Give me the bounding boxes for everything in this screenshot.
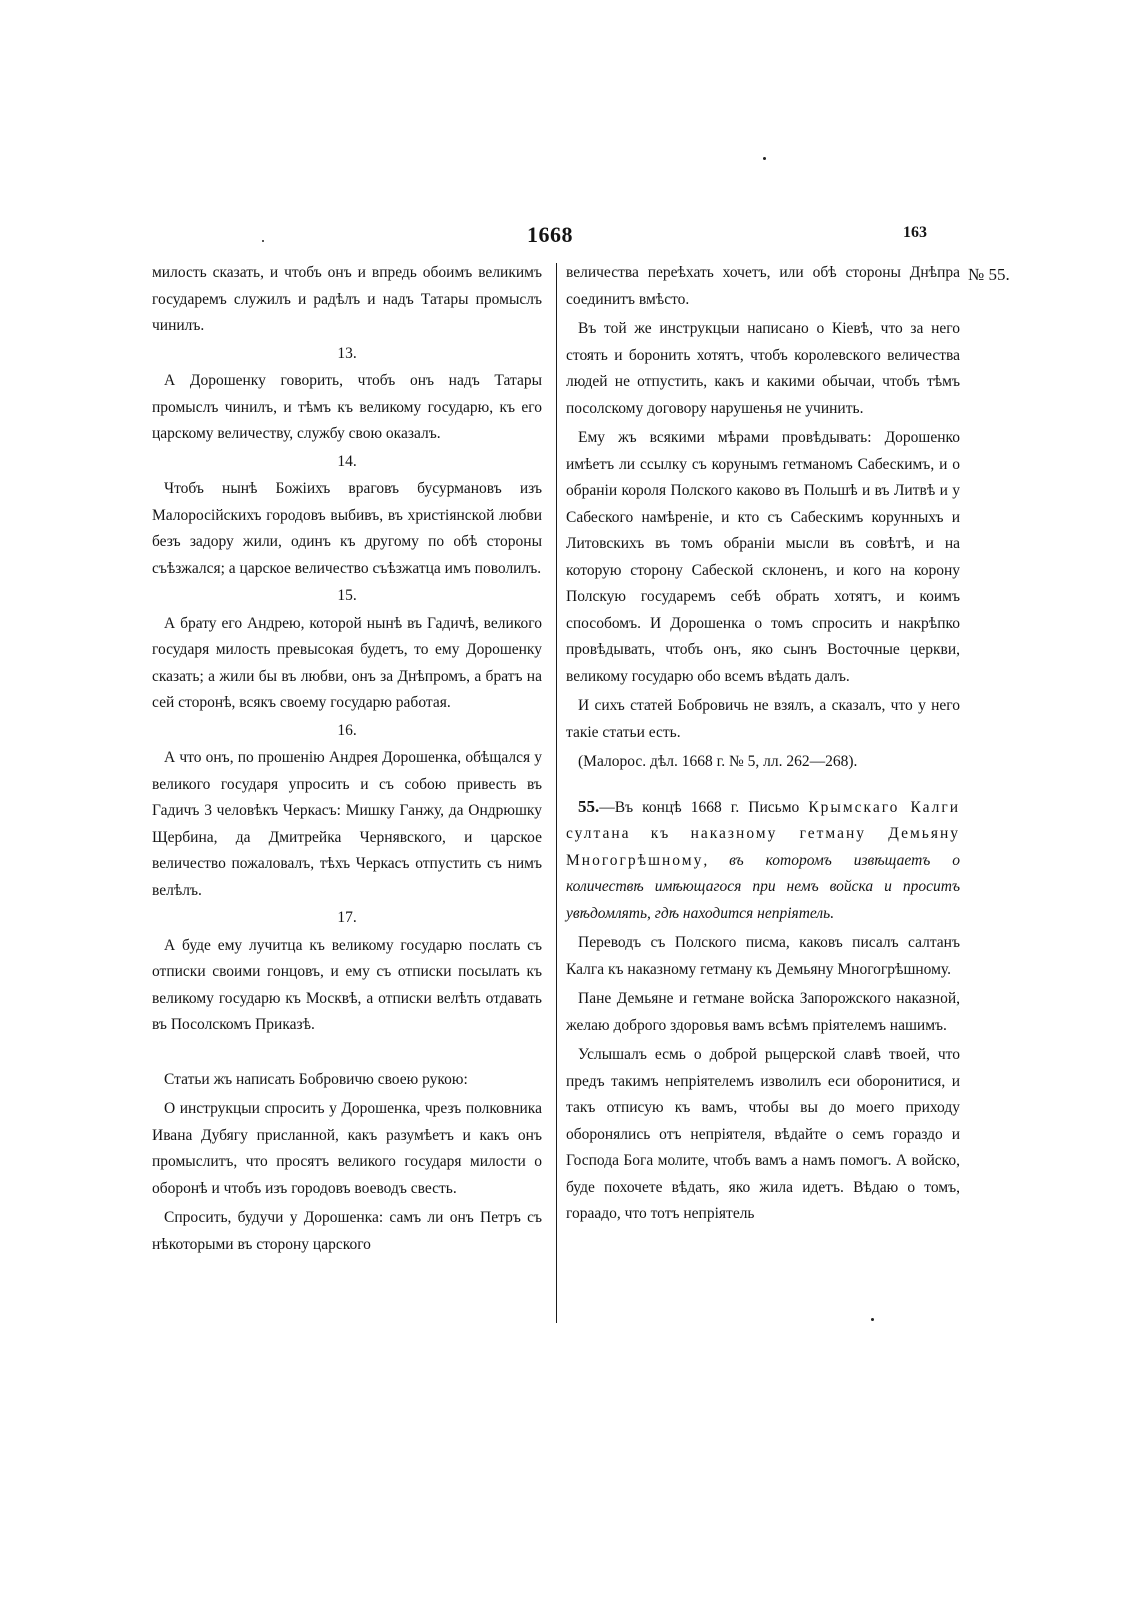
column-divider [556, 263, 557, 1323]
document-preposition: къ [650, 825, 671, 842]
spacer [152, 1039, 542, 1067]
document-number: 55. [578, 796, 600, 816]
letter-greeting: Пане Демьяне и гетмане войска Запорожского наказной, желаю доброго здоровья вамъ всѣмъ пріятелемъ нашимъ. [566, 990, 960, 1034]
document-recipient: наказному гетману Демьяну Многогрѣшному [566, 825, 961, 869]
right-column [566, 260, 960, 1228]
margin-document-number: № 55. [968, 265, 1010, 284]
article-13-text: А Дорошенку говорить, чтобъ онъ надъ Татары промыслъ чинилъ, и тѣмъ къ великому государю, къ его царскому величеству, службу свою оказалъ. [152, 372, 542, 442]
print-speck [871, 1318, 874, 1321]
paragraph-continuation-right: величества переѣхать хочетъ, или обѣ стороны Днѣпра соединитъ вмѣсто. [566, 264, 960, 308]
article-14-text: Чтобъ нынѣ Божіихъ враговъ бусурмановъ изъ Малоросійскихъ городовъ выбивъ, въ христіянской любви безъ задору жили, одинъ къ другому по обѣ стороны съѣзжался; а царское величество съѣзжатца имъ поволилъ. [152, 480, 542, 577]
letter-body: Услышалъ есмь о доброй рыцерской славѣ твоей, что предъ такимъ непріятелемъ изволилъ еси оборонитися, и такъ отписую къ вамъ, чтобы вы до моего приходу оборонялись отъ непріятеля, вѣдайте о семъ гораздо и Господа Бога молите, чтобъ вамъ а намъ помогъ. А войско, буде похочете вѣдать, яко жила идетъ. Вѣдаю о томъ, гораадо, что тотъ непріятель [566, 1046, 960, 1222]
article-15-text: А брату его Андрею, которой нынѣ въ Гадичѣ, великого государя милость превысокая будетъ, то ему Дорошенку сказать; а жили бы въ любви, онъ за Днѣпромъ, а братъ на сей сторонѣ, всякъ своему государю работая. [152, 614, 542, 711]
article-number-13: 13. [337, 344, 357, 362]
instruction-paragraph: О инструкцыи спросить у Дорошенка, чрезъ полковника Ивана Дубягу присланной, какъ разумѣетъ и какъ онъ промыслитъ, что просятъ великого государя милости о оборонѣ и чтобъ изъ городовъ воеводъ свесть. [152, 1100, 542, 1197]
article-number-16: 16. [337, 721, 357, 739]
kiev-paragraph: Въ той же инструкцыи написано о Кіевѣ, что за него стоять и боронить хотятъ, чтобъ королевского величества людей не отпустить, какъ и какими обычаи, чтобъ тѣмъ посолскому договору нарушенья не учинить. [566, 320, 960, 417]
article-16-text: А что онъ, по прошенію Андрея Дорошенка, обѣщался у великого государя упросить и съ собою привесть въ Гадичъ 3 человѣкъ Черкасъ: Мишку Ганжу, да Ондрюшку Щербина, да Дмитрейка Чернявского, и царское величество пожаловалъ, тѣхъ Черкасъ отпустить съ нимъ велѣлъ. [152, 749, 542, 899]
document-summary: , въ которомъ извѣщаетъ о количествѣ имѣющагося при немъ войска и проситъ увѣдомлять, гдѣ находится непріятель. [566, 851, 960, 922]
archival-source-citation: (Малорос. дѣл. 1668 г. № 5, лл. 262—268). [578, 753, 858, 770]
question-paragraph: Спросить, будучи у Дорошенка: самъ ли онъ Петръ съ нѣкоторыми въ сторону царского [152, 1209, 542, 1253]
running-head-year: 1668 [527, 222, 573, 247]
print-speck [262, 240, 264, 242]
paragraph-continuation: милость сказать, и чтобъ онъ и впредь обоимъ великимъ государемъ служилъ и радѣлъ и надъ Татары промыслъ чинилъ. [152, 264, 542, 334]
article-number-15: 15. [337, 587, 357, 604]
page-number: 163 [903, 224, 927, 241]
spacer [566, 776, 960, 794]
document-55-heading [566, 794, 960, 928]
print-speck [763, 157, 766, 160]
bobrovich-paragraph: И сихъ статей Бобровичь не взялъ, а сказалъ, что у него такіе статьи есть. [566, 697, 960, 741]
article-number-14: 14. [337, 452, 357, 470]
document-author: Крымскаго Калги султана [566, 798, 960, 842]
article-17-text: А буде ему лучитца къ великому государю послать съ отписки своими гонцовъ, и ему съ отписки посылать къ великому государю къ Москвѣ, а отписки велѣть отдавать въ Посолскомъ Приказѣ. [152, 936, 542, 1033]
document-date-lead: —Въ концѣ 1668 г. Письмо [599, 798, 800, 816]
left-column [152, 260, 542, 1258]
translation-note: Переводъ съ Полского писма, каковъ писалъ салтанъ Калга къ наказному гетману къ Демьяну Многогрѣшному. [566, 934, 960, 978]
inquiry-paragraph: Ему жъ всякими мѣрами провѣдывать: Дорошенко имѣетъ ли ссылку съ корунымъ гетманомъ Сабескимъ, и о обраніи короля Полского каково въ Польшѣ и въ Литвѣ и у Сабеского намѣреніе, и кто съ Сабескимъ корунныхъ и Литовскихъ въ томъ обраніи мысли въ совѣтѣ, и на которую сторону Сабеской склоненъ, и кого на корону Полскую государемъ себѣ обрать хотятъ, и коимъ способомъ. И Дорошенка о томъ спросить и накрѣпко провѣдывать, чтобъ онъ, яко сынъ Восточные церкви, великому государю обо всемъ вѣдать далъ. [566, 429, 960, 685]
articles-heading: Статьи жъ написать Бобровичю своею рукою: [164, 1070, 468, 1088]
article-number-17: 17. [337, 909, 357, 926]
